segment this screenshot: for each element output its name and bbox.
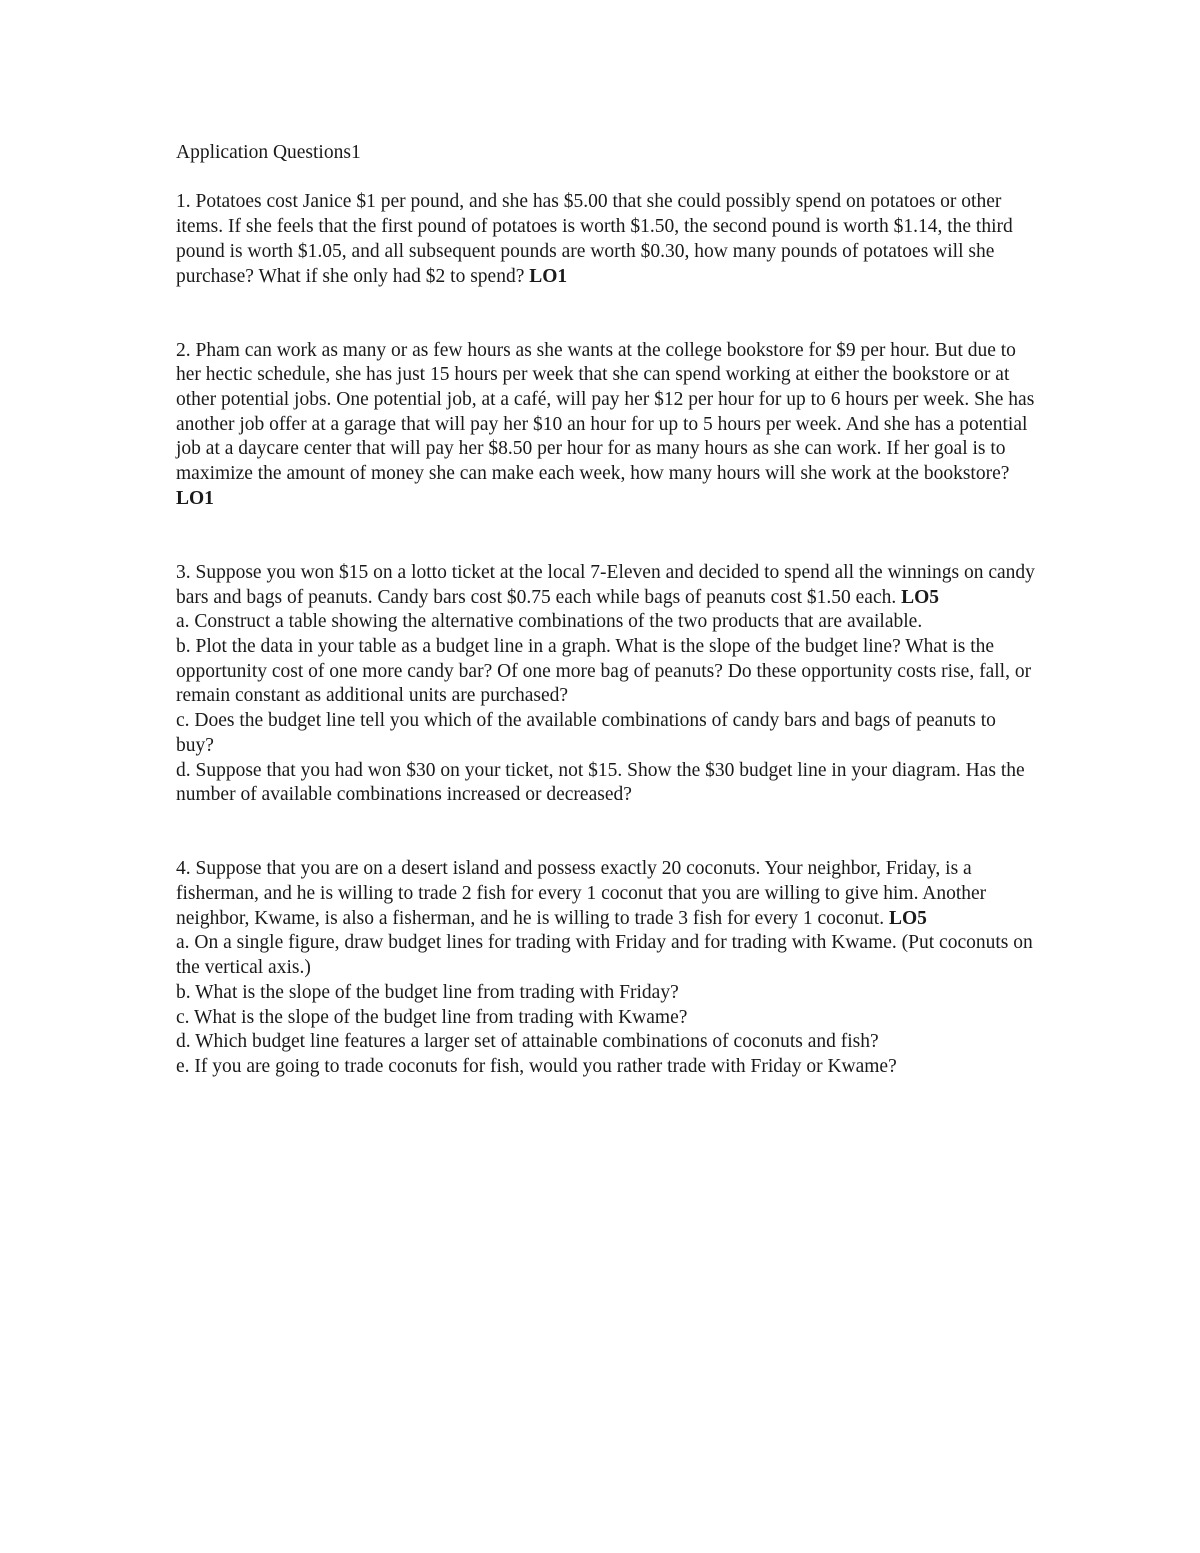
document-page <box>176 141 1036 1080</box>
question-part-c: c. What is the slope of the budget line from trading with Kwame? <box>176 1006 688 1028</box>
spacer <box>176 289 1036 338</box>
learning-objective-tag: LO1 <box>176 487 214 509</box>
question-part-a: a. On a single figure, draw budget lines for trading with Friday and for trading with Kwame. (Put coconuts on the vertical axis.) <box>176 932 1033 979</box>
learning-objective-tag: LO1 <box>529 265 568 287</box>
question-part-d: d. Which budget line features a larger set of attainable combinations of coconuts and fish? <box>176 1031 879 1053</box>
question-part-a: a. Construct a table showing the alternative combinations of the two products that are available. <box>176 611 923 633</box>
question-4 <box>176 857 1036 1079</box>
question-text <box>176 190 1036 289</box>
question-text <box>176 339 1036 512</box>
question-text <box>176 561 1036 610</box>
learning-objective-tag: LO5 <box>888 907 927 929</box>
question-part-d: d. Suppose that you had won $30 on your ticket, not $15. Show the $30 budget line in your diagram. Has the number of available combinations increased or decreased? <box>176 759 1025 806</box>
question-body: 2. Pham can work as many or as few hours as she wants at the college bookstore for $9 per hour. But due to her hectic schedule, she has just 15 hours per week that she can spend working at either the bookstore or at other potential jobs. One potential job, at a café, will pay her $12 per hour for up to 6 hours per week. She has another job offer at a garage that will pay her $10 an hour for up to 5 hours per week. And she has a potential job at a daycare center that will pay her $8.50 per hour for as many hours as she can work. If her goal is to maximize the amount of money she can make each week, how many hours will she work at the bookstore? <box>176 339 1035 485</box>
question-part-e: e. If you are going to trade coconuts for fish, would you rather trade with Friday or Kwame? <box>176 1055 897 1077</box>
question-1 <box>176 190 1036 289</box>
question-part-b: b. What is the slope of the budget line from trading with Friday? <box>176 981 679 1003</box>
spacer <box>176 808 1036 857</box>
document-title: Application Questions1 <box>176 142 361 163</box>
question-2 <box>176 339 1036 512</box>
question-text <box>176 857 1036 931</box>
spacer <box>176 512 1036 561</box>
learning-objective-tag: LO5 <box>901 586 940 608</box>
question-body: 1. Potatoes cost Janice $1 per pound, and she has $5.00 that she could possibly spend on potatoes or other items. If she feels that the first pound of potatoes is worth $1.50, the second pound is worth $1.14, the third pound is worth $1.05, and all subsequent pounds are worth $0.30, how many pounds of potatoes will she purchase? What if she only had $2 to spend? <box>176 191 1013 287</box>
question-body: 3. Suppose you won $15 on a lotto ticket at the local 7-Eleven and decided to spend all the winnings on candy bars and bags of peanuts. Candy bars cost $0.75 each while bags of peanuts cost $1.50 each. <box>176 561 1035 608</box>
question-part-c: c. Does the budget line tell you which of the available combinations of candy bars and bags of peanuts to buy? <box>176 710 996 756</box>
question-3 <box>176 561 1036 808</box>
question-body: 4. Suppose that you are on a desert island and possess exactly 20 coconuts. Your neighbor, Friday, is a fisherman, and he is willing to trade 2 fish for every 1 coconut that you are willing to give him. Another neighbor, Kwame, is also a fisherman, and he is willing to trade 3 fish for every 1 coconut. <box>176 858 987 929</box>
question-part-b: b. Plot the data in your table as a budget line in a graph. What is the slope of the budget line? What is the opportunity cost of one more candy bar? Of one more bag of peanuts? Do these opportunity costs rise, fall, or remain constant as additional units are purchased? <box>176 636 1032 707</box>
